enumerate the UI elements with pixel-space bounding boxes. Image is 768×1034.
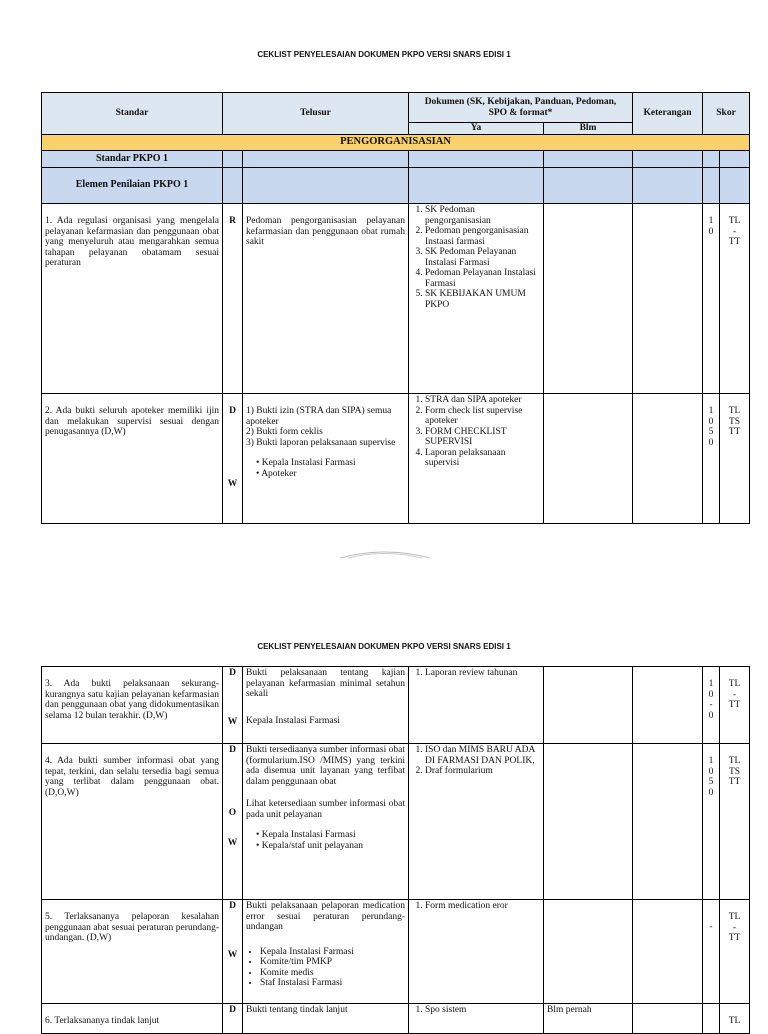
telusur-cell: Bukti tersediaanya sumber informasi obat (formularium.ISO /MIMS) yang terkini ada disemua unit layanan yang terfibat dalam penggunaan obat Lihat ketersediaan sumber informasi obat pada unit pelayanan • Kepala Instalasi Farmasi • Kepala/staf unit pelayanan	[243, 744, 409, 900]
ya-cell	[409, 900, 544, 1004]
page-title: CEKLIST PENYELESAIAN DOKUMEN PKPO VERSI SNARS EDISI 1	[257, 50, 511, 59]
keterangan-cell	[633, 394, 703, 524]
code-cell: D W	[223, 394, 243, 524]
tl-cell: TL - TT	[720, 667, 750, 744]
skor-cell: -	[703, 900, 720, 1004]
page-title: CEKLIST PENYELESAIAN DOKUMEN PKPO VERSI SNARS EDISI 1	[257, 642, 511, 651]
keterangan-cell	[633, 744, 703, 900]
code-cell: D W	[223, 667, 243, 744]
header-dokumen: Dokumen (SK, Kebijakan, Panduan, Pedoman, SPO & format*	[409, 93, 633, 123]
list-item: 1. Laporan review tahunan	[425, 668, 540, 679]
telusur-cell: Bukti tentang tindak lanjut	[243, 1004, 409, 1034]
skor-cell: 1 0 - 0	[703, 667, 720, 744]
ya-cell	[409, 667, 544, 744]
code-cell: D O W	[223, 744, 243, 900]
list-item: 4. Pedoman Pelayanan Instalasi Farmasi	[425, 268, 540, 289]
list-item: 2. Pedoman pengorganisasian Instaasi farmasi	[425, 226, 540, 247]
list-item: 5. SK KEBIJAKAN UMUM PKPO	[425, 289, 540, 310]
table-row	[42, 394, 750, 524]
header-blm: Blm	[544, 123, 633, 135]
standar-label: Standar PKPO 1	[42, 151, 223, 168]
skor-cell: 1 0 5 0	[703, 744, 720, 900]
section-title: PENGORGANISASIAN	[42, 135, 750, 151]
tl-cell: TL	[720, 1004, 750, 1034]
telusur-cell: Pedoman pengorganisasian pelayanan kefarmasian dan penggunaan obat rumah sakit	[243, 204, 409, 394]
blm-cell	[544, 744, 633, 900]
header-skor: Skor	[703, 93, 750, 135]
blm-cell	[544, 394, 633, 524]
blm-cell: Blm pernah	[544, 1004, 633, 1034]
keterangan-cell	[633, 1004, 703, 1034]
blm-cell	[544, 204, 633, 394]
list-item: 3. FORM CHECKLIST SUPERVISI	[425, 427, 540, 448]
standar-cell: 6. Terlaksananya tindak lanjut	[42, 1004, 223, 1034]
blm-cell	[544, 900, 633, 1004]
list-item: 2. Draf formularium	[425, 766, 540, 777]
tl-cell: TL - TT	[720, 204, 750, 394]
keterangan-cell	[633, 667, 703, 744]
code-cell: R	[223, 204, 243, 394]
standar-cell: 4. Ada bukti sumber informasi obat yang tepat, terkini, dan selalu tersedia bagi semua yang terlibat dalam penggunaan obat. (D,O,W)	[42, 744, 223, 900]
skor-cell: 1 0	[703, 204, 720, 394]
skor-cell	[703, 1004, 720, 1034]
ya-cell	[409, 1004, 544, 1034]
tl-cell: TL TS TT	[720, 744, 750, 900]
list-item: 1. Spo sistem	[425, 1005, 540, 1016]
header-ya: Ya	[409, 123, 544, 135]
checklist-table-page2	[41, 666, 750, 1034]
tl-cell: TL TS TT	[720, 394, 750, 524]
telusur-cell: 1) Bukti izin (STRA dan SIPA) semua apoteker 2) Bukti form ceklis 3) Bukti laporan pelaksanaan supervise • Kepala Instalasi Farmasi • Apoteker	[243, 394, 409, 524]
ya-cell	[409, 744, 544, 900]
table-row	[42, 900, 750, 1004]
list-item: 1. Form medication eror	[425, 901, 540, 912]
table-row	[42, 667, 750, 744]
list-item: 3. SK Pedoman Pelayanan Instalasi Farmasi	[425, 247, 540, 268]
ya-cell	[409, 204, 544, 394]
ya-cell	[409, 394, 544, 524]
skor-cell: 1 0 5 0	[703, 394, 720, 524]
table-row	[42, 744, 750, 900]
list-item: 1. ISO dan MIMS BARU ADA DI FARMASI DAN POLIK,	[425, 745, 540, 766]
standar-cell: 1. Ada regulasi organisasi yang mengelala pelayanan kefarmasian dan penggunaan obat yang menyeluruh atau mengarahkan semua tahapan pelayanan obatamam sesuai peraturan	[42, 204, 223, 394]
telusur-cell: Bukti pelaksanaan tentang kajian pelayanan kefarmasian minimal setahun sekali Kepala Instalasi Farmasi	[243, 667, 409, 744]
list-item: 1. STRA dan SIPA apoteker	[425, 395, 540, 406]
standar-cell: 3. Ada bukti pelaksanaan sekurang-kurangnya satu kajian pelayanan kefarmasian dan penggunaan obat yang didokumentasikan selama 12 bulan terakhir. (D,W)	[42, 667, 223, 744]
keterangan-cell	[633, 204, 703, 394]
keterangan-cell	[633, 900, 703, 1004]
header-keterangan: Keterangan	[633, 93, 703, 135]
page-separator	[340, 548, 430, 560]
blm-cell	[544, 667, 633, 744]
list-item: 2. Form check list supervise apoteker	[425, 406, 540, 427]
table-row	[42, 1004, 750, 1034]
standar-cell: 5. Terlaksananya pelaporan kesalahan penggunaan abat sesuai peraturan perundang- undangan. (D,W)	[42, 900, 223, 1004]
standar-cell: 2. Ada bukti seluruh apoteker memiliki ijin dan melakukan supervisi sesuai dengan penugasannya (D,W)	[42, 394, 223, 524]
header-telusur: Telusur	[223, 93, 409, 135]
list-item: 1. SK Pedoman pengorganisasian	[425, 205, 540, 226]
code-cell: D W	[223, 900, 243, 1004]
checklist-table-page1	[41, 92, 750, 524]
header-standar: Standar	[42, 93, 223, 135]
elemen-label: Elemen Penilaian PKPO 1	[42, 168, 223, 204]
table-row	[42, 204, 750, 394]
telusur-cell: Bukti pelaksanaan pelaporan medication error sesuai peraturan perundang-undangan • Kepala Instalasi Farmasi • Komite/tim PMKP • Komite medis • Staf Instalasi Farmasi	[243, 900, 409, 1004]
tl-cell: TL - TT	[720, 900, 750, 1004]
list-item: 4. Laporan pelaksanaan supervisi	[425, 448, 540, 469]
code-cell: D	[223, 1004, 243, 1034]
